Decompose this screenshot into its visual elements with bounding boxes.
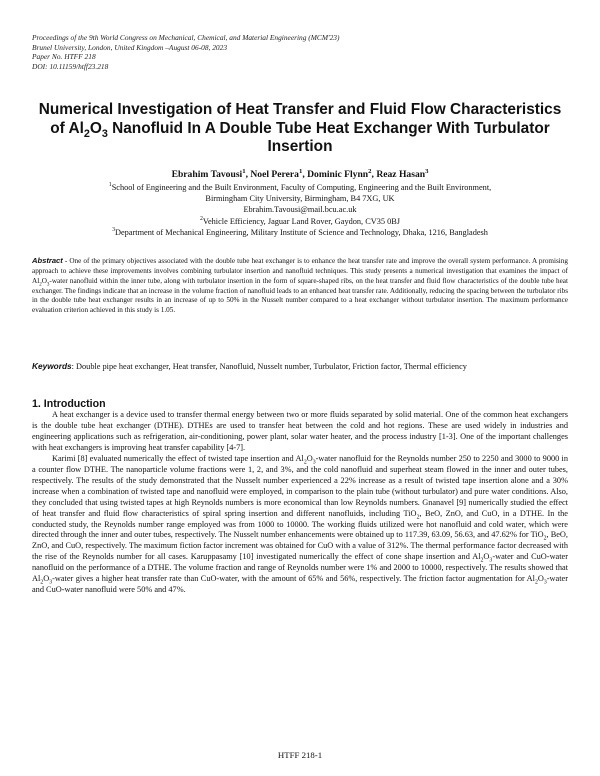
header-line-2: Brunel University, London, United Kingdom –August 06-08, 2023 <box>32 42 228 52</box>
proceedings-header <box>32 33 339 71</box>
title-line-2: of $Al_2O_3$ Nanofluid In A Double Tube Heat Exchanger With Turbulator <box>50 119 550 140</box>
keywords-text: : Double pipe heat exchanger, Heat transfer, Nanofluid, Nusselt number, Turbulator, Friction factor, Thermal efficiency <box>71 362 467 371</box>
header-line-1: Proceedings of the 9th World Congress on Mechanical, Chemical, and Material Engineering (MCM'23) <box>32 33 340 42</box>
affiliation-1: $^1$School of Engineering and the Built Environment, Faculty of Computing, Engineering and the Built Environment, <box>108 182 492 192</box>
affiliation-2: $^2$Vehicle Efficiency, Jaguar Land Rover, Gaydon, CV35 0BJ <box>199 215 401 226</box>
header-line-4: DOI: 10.11159/htff23.218 <box>32 61 109 71</box>
paragraph-1: A heat exchanger is a device used to transfer thermal energy between two or more fluids separated by solid material. One of the common heat exchangers is the double tube heat exchanger (DTHE). DTHEs are used to transfer heat between the cold and hot regions. These are used widely in industries and engineering applications such as refrigeration, air-conditioning, power plant, solar water heater, and the process industry [1-3]. One of the important challenges with heat exchangers is improving heat transfer capability [4-7]. <box>32 410 568 452</box>
title-line-3: Insertion <box>267 138 333 156</box>
keywords-label: Keywords <box>32 361 72 371</box>
paragraph-2: Karimi [8] evaluated numerically the effect of twisted tape insertion and $Al_2O_3$-water nanofluid for the Reynolds number 250 to 2250 and 3000 to 9000 in a counter flow DTHE. The nanoparticle volume fractions were 1, 2, and 3%, and the cold nanofluid and superheat steam flowed in the inner and outer tubes, respectively. The results of the study demonstrated that the Nusselt number experienced a 22% increase as a result of twisted tape insertion alone and a 30% increase when a combination of twisted tape and nanofluid were employed, in comparison to the plain tube (without turbulator) and pure water conditions. Also, they concluded that using twisted tapes at high Reynolds numbers is more economical than low Reynolds numbers. Gnanavel [9] numerically studied the effect of heat transfer and fluid flow characteristics of spiral spring insertion and different nanofluids, including TiO$_2$, BeO, ZnO, and CuO, in a DTHE. In the conducted study, the Reynolds number range employed was from 1000 to 10000. The working fluids utilized were hot nanofluid and cold water, which were directed through the inner and outer tubes, respectively. The Nusselt number enhancements were obtained up to 117.39, 63.09, 56.63, and 47.62% for TiO$_2$, BeO, ZnO, and CuO, respectively. The maximum fiction factor increment was obtained for CuO with a value of 312%. The thermal performance factor decreased with the rise of the Reynolds number for all cases. Karuppasamy [10] investigated numerically the effect of cone shape insertion and $Al_2O_3$-water and CuO-water nanofluid on the performance of a DTHE. The volume fraction and range of Reynolds number were 1% and 2000 to 10000, respectively. The results showed that $Al_2O_3$-water gives a higher heat transfer rate than CuO-water, with the amount of 65% and 56%, respectively. The friction factor augmentation for $Al_2O_3$-water and CuO-water nanofluid were 50% and 47%. <box>32 453 568 595</box>
introduction-body <box>32 410 568 596</box>
author-list: Ebrahim Tavousi$^1$, Noel Perera$^1$, Dominic Flynn$^2$, Reaz Hasan$^3$ <box>171 167 429 180</box>
page-footer: HTFF 218-1 <box>277 750 323 760</box>
title-line-1: Numerical Investigation of Heat Transfer and Fluid Flow Characteristics <box>38 101 562 118</box>
section-heading: 1. Introduction <box>32 398 106 410</box>
keywords <box>32 361 568 373</box>
affiliation-3: $^3$Department of Mechanical Engineering, Military Institute of Science and Technology, Dhaka, 1216, Bangladesh <box>112 227 488 237</box>
header-line-3: Paper No. HTFF 218 <box>32 52 96 62</box>
paper-title <box>30 101 570 157</box>
email-link[interactable]: Ebrahim.Tavousi@mail.bcu.ac.uk <box>243 205 357 215</box>
affiliations <box>30 182 570 238</box>
abstract-label: Abstract <box>32 256 63 265</box>
affiliation-1-cont: Birmingham City University, Birmingham, B4 7XG, UK <box>205 194 395 204</box>
abstract: Abstract - One of the primary objectives associated with the double tube heat exchanger is to enhance the heat transfer rate and improve the overall system performance. A promising approach to achieve these improvements involves combining turbulator insertion and nanofluid techniques. This study presents a numerical investigation that examines the impact of $Al_2O_3$-water nanofluid within the inner tube, along with turbulator insertion in the form of square-shaped ribs, on the heat transfer and fluid flow characteristics of the double tube heat exchanger. The findings indicate that an increase in the volume fraction of nanofluid leads to an enhanced heat transfer rate. Additionally, reducing the spacing between the turbulator ribs in the double tube heat exchanger results in an increase of up to 50% in the Nusselt number compared to a heat exchanger without turbulator insertion. The maximum performance evaluation criterion achieved in this study is 1.05. <box>32 256 568 315</box>
